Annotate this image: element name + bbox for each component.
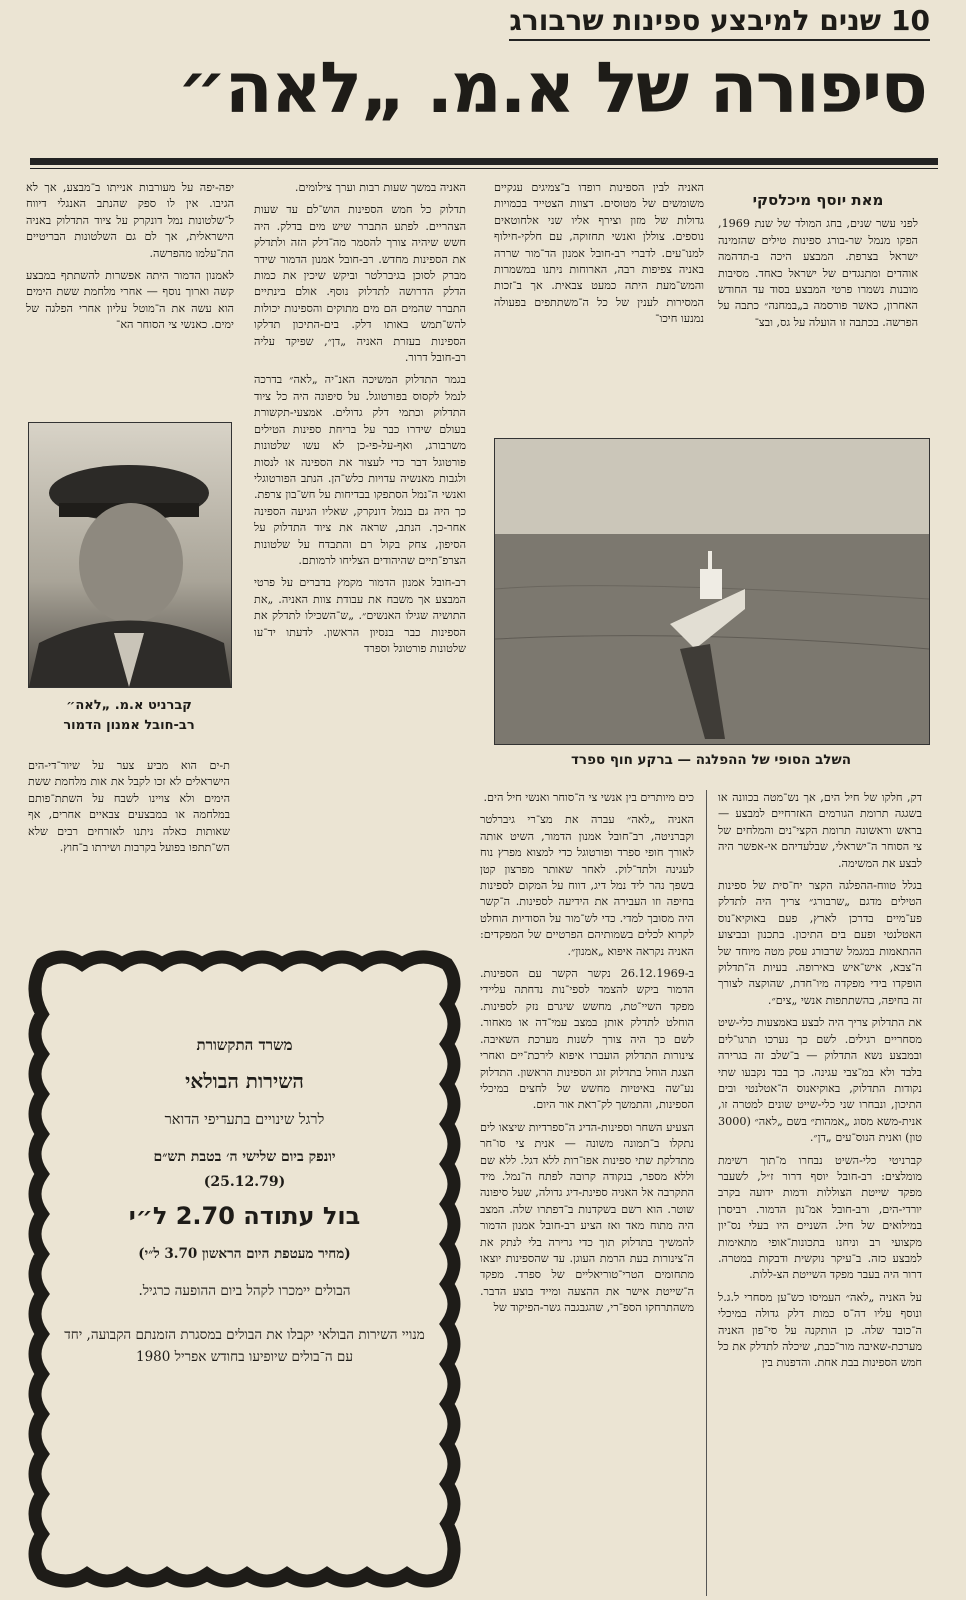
headline-rule	[30, 158, 938, 165]
portrait-caption-line2: רב-חובל אמנון הדמור	[63, 718, 195, 733]
paragraph: לפני עשר שנים, בחג המולד של שנת 1969, הפקו מנמל שר-בורג ספינות טילים שהזמינה ישראל בצרפת. המבצע היכה ב-תדהמה אוהדים ומתנגדים של ישראל כאחד. מסיבות מובנות נשמרו פרטי המבצע בסוד עד החודש האחרון, כאשר פורסמה ב„במחנה״ כתבה על הפרשה. בכתבה זו הועלה על גס, ובצ־	[718, 217, 918, 329]
stamp-date-hebrew: יונפק ביום שלישי ה׳ בטבת תש״ם	[153, 1149, 336, 1165]
stamp-ministry: משרד התקשורת	[196, 1036, 293, 1054]
article-column-5	[718, 790, 922, 1596]
paragraph: ת-ים הוא מביע צער על שיור־די-הים הישראלים לא זכו לקבל את אות מלחמת ששת הימים ולא צויינו לשבח על השתת־פותם במלחמה או במבצעים צבאיים אחרים, אף שאותות כאלה ניתנו לאזרחים רבים שלא הש־תתפו בפועל בקרבות ושירתו ב־חוץ.	[28, 759, 230, 855]
paragraph: תדלוק כל חמש הספינות הוש־לם עד שעות הצהריים. לפתע התברר שיש מים בדלק. היה חשש שיהיה צורך להסמר מה־דלק הזה ולתדלק את הספינות מחדש. רב-חובל אמנון הדמור שידר מברק לסוכן בגיברלטר וביקש שיכין את כמות הדלק הדרושה לתדלוק נוסף. אולם בינתיים התברר שהמים הם מים מתוקים והספינות יכולות להש־תמש באותו דלק. בים-התיכון תדלקו הספינות בעזרת האניה „דן״, שפיקד עליה רב-חובל דרור.	[254, 203, 466, 365]
headline: סיפורה של א.מ. „לאה״	[177, 47, 926, 129]
paragraph: ב-26.12.1969 נקשר הקשר עם הספינות. הדמור ביקש להצמד לספי־נות נדחתה עליידי מפקד השיי־טת, מחשש שיגרם נזק לספינות. הוחלט לתדלק אותן במצב עמי־דה או מאחור. לשם כך היה צורך לשנות מערכת השאיבה. צינורות התדלוק הועברו איפוא לירכת־יים ואחרי הצגת הוחל בתדלוק זוג הספינות הראשון. התדלוק נע־שה באיטיות מחשש של לחצים במיכלי הספינות, והתמשך לק־ראת אור היום.	[480, 967, 694, 1112]
article-column-4	[26, 180, 234, 412]
stamp-line: לרגל שינויים בתעריפי הדואר	[164, 1112, 325, 1128]
article-column-6	[480, 790, 694, 1596]
paragraph: קברניטי כלי-השיט נבחרו מ־תוך רשימת מומלצים: רב-חובל יוסף דרור ז״ל, לשעבר מפקד שייטת הצוללות ודמות ידועה בקרב יורדי-הים, ורב-חובל אמ־נון הדמור. רביסרן במילואים של חיל. השניים היו בעלי נס־יון מקצועי רב וניחנו בתכונות־אופי מתאימות למבצע כזה. ב־עיקר נוקשית ודבקות במטרה. דרור היה בעבר מפקד השייטת הצ-ללות.	[718, 1153, 922, 1282]
stamp-note-subscribers: מנויי השירות הבולאי יקבלו את הבולים במסגרת הזמנתם הקבועה, יחד עם ה־בולים שיופיעו בחודש אפריל 1980	[64, 1327, 425, 1365]
paragraph: דק, חלקו של חיל הים, אך נש־מטה בכוונה או בשגגה תרומת הגורמים האזרחיים למבצע — בראש וראשונה תרומת הקצי־נים והמלחים של צי הסוחר ה־ישראלי, שבלעדיהם אי-אפשר היה לבצע את המשימה.	[718, 791, 922, 870]
kicker-heading	[509, 4, 930, 41]
paragraph: כים מיותרים בין אנשי צי ה־סוחר ואנשי חיל הים.	[483, 791, 694, 804]
portrait-caption	[28, 696, 230, 736]
kicker-text: שנים למיבצע ספינות שרבורג	[509, 4, 882, 37]
stamp-price: בול עתודה 2.70 ל״י	[128, 1202, 361, 1230]
stamp-note: הבולים יימכרו לקהל ביום ההופעה כרגיל.	[138, 1283, 351, 1299]
article-column-4-continued	[28, 758, 230, 918]
stamp-notice-box	[22, 944, 467, 1594]
headline-rule-thin	[30, 168, 938, 169]
paragraph: האניה במשך שעות רבות וערך צילומים.	[294, 181, 466, 194]
paragraph: הצעיע השחר וספינות-הדיג ה־ספרדיות שיצאו לים נתקלו ב־תמונה משונה — אנית צי סו־חר מתדלקת שתי ספינות אפו־רות ללא דגל. ללא שם וללא מספר, בנקודה קרובה לפתח ה־נמל. מיד התקרבה אל האניה ספינת-דיג גדולה, שעל סיפונה שוטר. הוא רשם בשקדנות ב־דפתרו שלה. המצב היה מתוח מאד ואז הציע רב-חובל אמנון הדמור להמשיך בתדלוק תוך כדי גרירה בלי לנתק את ה־צינורות בעת הרמת העוגן. עד שהספינות יוצאו מתחומים הטרי־טוריאליים של ספרד. מפקד ה־שייטת אישר את ההצעה ומייד בוצע הדבר. משהתרחקו הספ־רי, שהגבגבה גשר-הפיקוד של	[480, 1120, 694, 1315]
paragraph: רב-חובל אמנון הדמור מקמץ בדברים על פרטי המבצע אך משבח את עבודת צוות האניה. „את התושיה שגילו האנשים״. „ש־השכילו לתדלק את הספינות כבר בנסיון הראשון. לדעתו יד־עו שלטונות פורטוגל וספרד	[254, 576, 466, 655]
paragraph: על האניה „לאה״ העמיסו כש־ען מסחרי ל.ג.ל ונוסף עליו דה־ס כמות דלק גדולה במיכלי ה־כובד שלה. כן הותקנה על סי־פון האניה מערכת-שאיבה מור־כבת, שיכלה לתדלק את כל חמש הספינות בבת אחת. והדפנות בין	[718, 1290, 922, 1370]
stamp-fdc-price: (מחיר מעטפת היום הראשון 3.70 ל״י)	[138, 1246, 351, 1262]
portrait-photo	[28, 422, 232, 688]
captain-portrait-image	[29, 423, 231, 687]
portrait-caption-line1: קברניט א.מ. „לאה״	[66, 698, 192, 713]
stamp-date-gregorian: (25.12.79)	[203, 1174, 286, 1190]
paragraph: לאמנון הדמור היתה אפשרות להשתתף במבצע קשה וארוך נוסף — אחרי מלחמת ששת הימים הוא עשה את ה־מוטל עליון אחרי הפלגה של ימים. כאנשי צי הסוחר הא־	[26, 269, 234, 332]
column-divider	[706, 790, 707, 1596]
paragraph: בגמר התדלוק המשיכה האנ־יה „לאה״ בדרכה לנמל לקסוס בפורטוגל. על סיפונה היה כל ציוד התדלוק וכתמי דלק גדולים. אמצעי-תקשורת בעולם שידרו כבר על בריחת ספינות הטילים משרבורג, ואף-על-פי-כן לא עשו שלטונות פורטוגל דבר כדי לעצור את הספינה או לנסות ולגבות מאנשיה עדויות כלש־הן. הנתב הפורטוגלי ואנשי ה־נמל הסתפקו בבדיחות על חש־בון צרפת. כך היה גם בנמל דונקרק, שאליו הגיעה הספינה אחר-כך. הנתב, שראה את ציוד התדלוק על הסיפון, צחק בקול רם והתבדח על שלטונות הצרפ־תיים שהיהודים הצליחו לרמותם.	[254, 373, 466, 567]
ship-at-sea-image	[495, 439, 929, 744]
paragraph: בגלל טווח-ההפלגה הקצר יח־סית של ספינות הטילים מדגם „שרבורג״ צריך היה לתדלק פע־מיים בדרכן לארץ, פעם באוקיא־נוס האטלנטי ופעם בים התיכון. בתכנון ובביצוע ההתאמות במגמל שרבורג עסק מטה מיוחד של ה־צבא, איש־איש באירופה. בעיות ה־תדלוק הופקדו בידי מפקדה מיו־חדת, שהוקצה לצורך זה בחיפה, בהשתתפות אנשי „צים״.	[718, 879, 922, 1007]
ship-photo	[494, 438, 930, 745]
paragraph: את התדלוק צריך היה לבצע באמצעות כלי-שיט מסחריים רגילים. לשם כך נערכו תרגו־לים ובמבצע נשא התדלוק — ב־שלב זה בגרירה בלבד ולא במ־צבי עגינה. כך בבד נקבעו שתי נקודות התדלוק, באוקיאנוס ה־אטלנטי ובים התיכון, ונבחרו שני כלי-שייט שונים למטרה זו, אנית-משא מסוג „אמהות״ בשם „לאה״ (3000 טון) ואנית הנוס־עים „דן״.	[718, 1016, 922, 1145]
article-column-1	[718, 192, 918, 420]
paragraph: האניה לבין הספינות רופדו ב־צמיגים עגקיים משומשים של מטוסים. דצוות הצטייד בכמויות גדולות של מזון וצירף אליו שני אלחוטאים נוספים. צוללן ואנשי תחזוקה, עם חלקי-חילוף למנו־עים. לדברי רב-חובל אמנון הד־מור שררה באניה צפיפות רבה, הארוחות ניתנו במשמרות והמש־מעת היתה כמעט צבאית. אך ב־זכות המסירות לענין של כל ה־משתתפים בפעולה נמנעו חיכו־	[494, 181, 704, 326]
article-column-3	[254, 180, 466, 910]
ship-photo-caption: השלב הסופי של ההפלגה — ברקע חוף ספרד	[571, 752, 851, 768]
paragraph: האניה „לאה״ עברה את מצ־רי גיברלטר וקברניטה, רב־חובל אמנון הדמור, השיט אותה לאורך חופי ספרד ופורטוגל כדי למצוא מפרץ נוח לעגינה ולתד־לוק. לאחר שאותר מפרצון קטן בשפך נהר ליד נמל דיג, דווח על המקום לספינות בחיפה וזו העבירה את הידיעה לספינות. ה־קשר היה מסובך למדי. כדי לש־מור על הסודיות הוחלט לקרוא לכלים בשמותיהם הפרטיים של המפקדים: האניה נקראה איפוא „אמנון״.	[480, 813, 694, 958]
paragraph: יפה-יפה על מעורבות אנייתו ב־מבצע, אך לא הגיבו. אין לו ספק שהנתב האנגלי דיווח ל־שלטונות נמל דונקרק על ציוד התדלוק באניה הישראלית, אך לם גם השלטונות הבריטיים הת־עלמו מהפרשה.	[26, 181, 234, 260]
kicker-number: 10	[891, 4, 930, 37]
stamp-service: השירות הבולאי	[185, 1069, 304, 1093]
byline: מאת יוסף מיכלסקי	[752, 192, 884, 209]
article-column-2	[494, 180, 704, 420]
